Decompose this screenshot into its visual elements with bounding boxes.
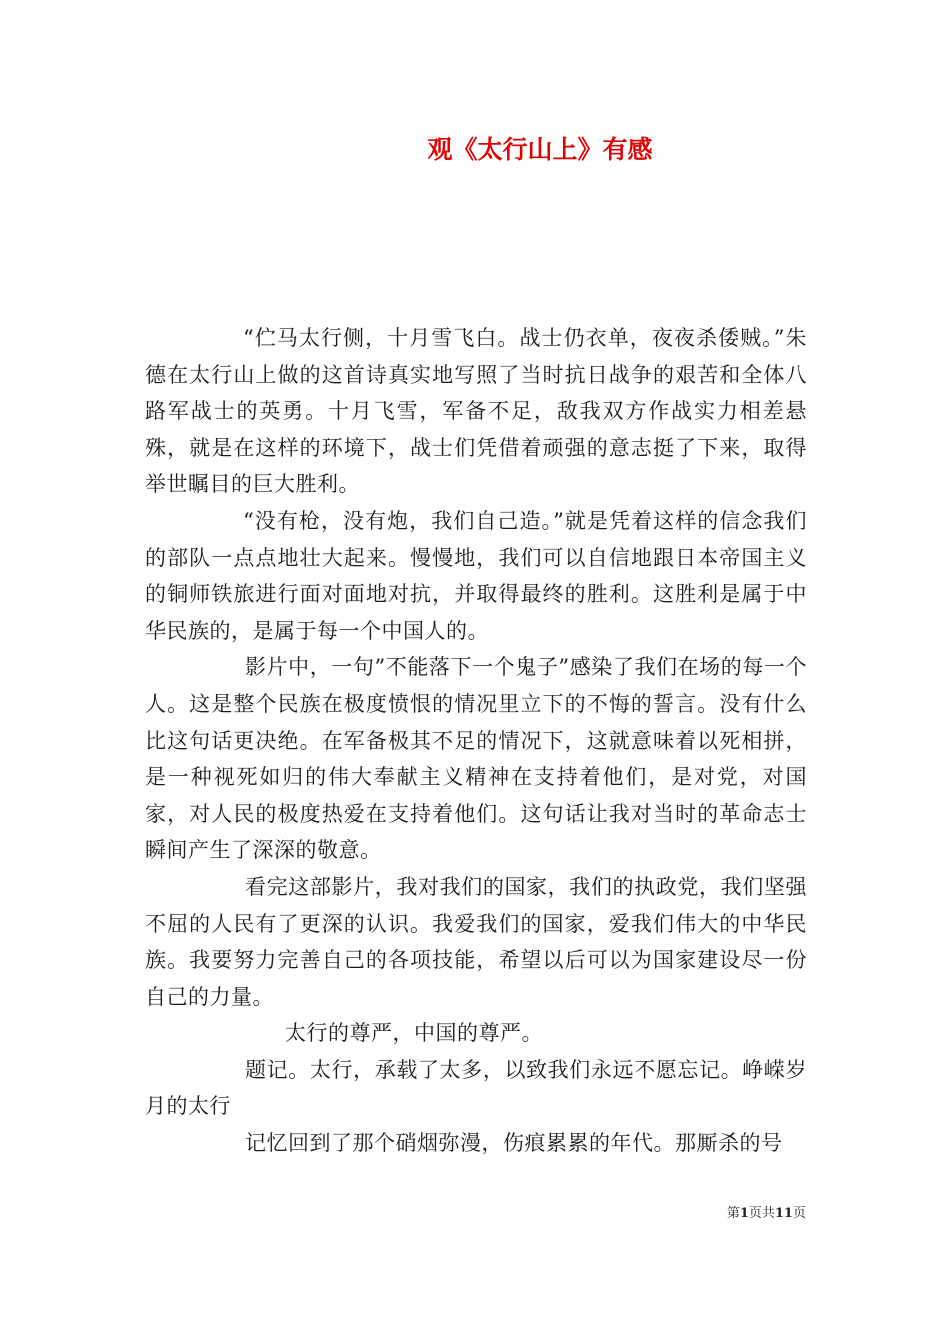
page-suffix: 页 bbox=[792, 1206, 806, 1221]
page-middle: 页共 bbox=[748, 1206, 775, 1221]
current-page-number: 1 bbox=[739, 1206, 749, 1221]
paragraph-4: 看完这部影片，我对我们的国家，我们的执政党，我们坚强不屈的人民有了更深的认识。我爱我们的国家，爱我们伟大的中华民族。我要努力完善自己的各项技能，希望以后可以为国家建设尽一份自己的力量。 bbox=[145, 874, 807, 1009]
paragraph-5: 太行的尊严，中国的尊严。 bbox=[285, 1021, 543, 1046]
paragraph-6: 题记。太行，承载了太多，以致我们永远不愿忘记。峥嵘岁月的太行 bbox=[145, 1057, 807, 1119]
paragraph-7: 记忆回到了那个硝烟弥漫，伤痕累累的年代。那厮杀的号 bbox=[245, 1131, 783, 1156]
total-pages-number: 11 bbox=[774, 1206, 793, 1221]
page-number-footer bbox=[727, 1204, 806, 1224]
document-title: 观《太行山上》有感 bbox=[427, 135, 653, 164]
page-prefix: 第 bbox=[726, 1206, 740, 1221]
paragraph-3: 影片中，一句”不能落下一个鬼子”感染了我们在场的每一个人。这是整个民族在极度愤恨的情况里立下的不悔的誓言。没有什么比这句话更决绝。在军备极其不足的情况下，这就意味着以死相拼，是一种视死如归的伟大奉献主义精神在支持着他们，是对党，对国家，对人民的极度热爱在支持着他们。这句话让我对当时的革命志士瞬间产生了深深的敬意。 bbox=[145, 655, 807, 863]
document-body bbox=[145, 320, 807, 1162]
paragraph-1: “伫马太行侧，十月雪飞白。战士仍衣单，夜夜杀倭贼。”朱德在太行山上做的这首诗真实地写照了当时抗日战争的艰苦和全体八路军战士的英勇。十月飞雪，军备不足，敌我双方作战实力相差悬殊，就是在这样的环境下，战士们凭借着顽强的意志挺了下来，取得举世瞩目的巨大胜利。 bbox=[145, 326, 807, 497]
paragraph-2: “没有枪，没有炮，我们自己造。”就是凭着这样的信念我们的部队一点点地壮大起来。慢慢地，我们可以自信地跟日本帝国主义的铜师铁旅进行面对面地对抗，并取得最终的胜利。这胜利是属于中华民族的，是属于每一个中国人的。 bbox=[145, 508, 807, 643]
